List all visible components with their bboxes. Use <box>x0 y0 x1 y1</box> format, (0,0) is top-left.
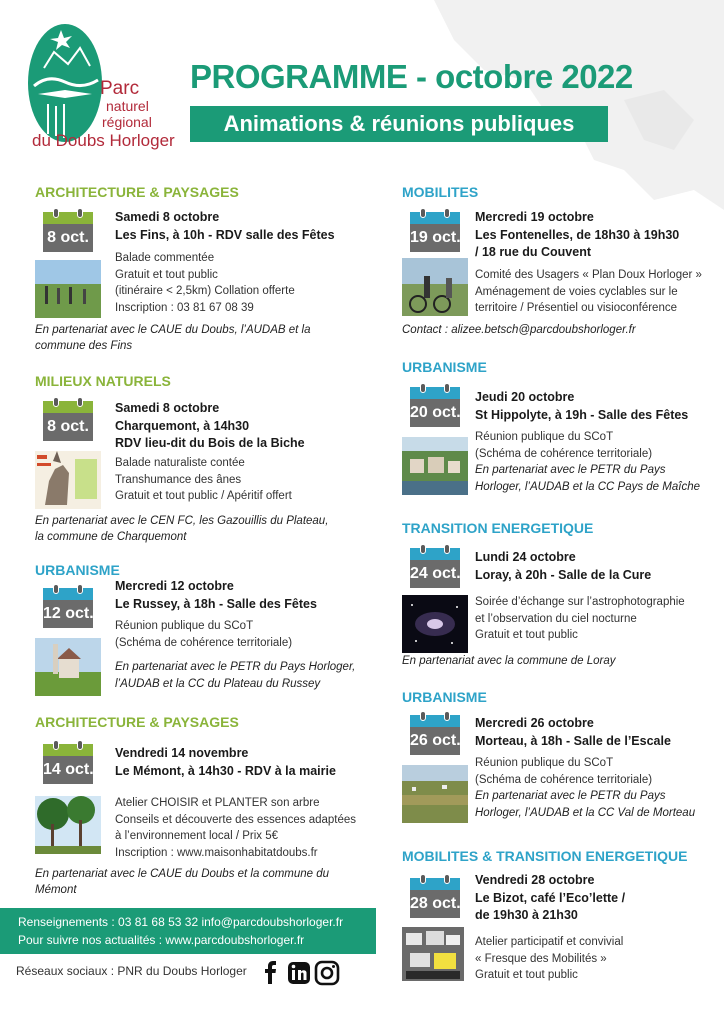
date-badge: 12 oct. <box>43 600 93 628</box>
partner-line: En partenariat avec le PETR du Pays Horloger, <box>115 661 356 673</box>
facebook-icon[interactable] <box>265 961 276 984</box>
detail-line: Aménagement de voies cyclables sur le <box>475 285 678 298</box>
partner-line: Horloger, l’AUDAB et la CC Val de Morteau <box>475 806 696 819</box>
event-section <box>402 359 712 493</box>
event-partner <box>35 513 328 545</box>
calendar-icon <box>410 874 460 918</box>
event-date: Samedi 8 octobre <box>115 401 220 415</box>
event-location: Morteau, à 18h - Salle de l’Escale <box>475 733 671 748</box>
event-address: / 18 rue du Couvent <box>475 245 591 259</box>
detail-line: Soirée d’échange sur l’astrophotographie <box>475 596 685 608</box>
contact-box <box>0 908 376 954</box>
logo-line-4: du Doubs Horloger <box>32 131 175 150</box>
detail-line: Inscription : www.maisonhabitatdoubs.fr <box>115 846 318 859</box>
event-heading <box>475 549 651 584</box>
detail-line: Balade commentée <box>115 252 215 264</box>
detail-line: Transhumance des ânes <box>115 473 242 486</box>
contact-line: Contact : alizee.betsch@parcdoubshorloger.fr <box>402 324 636 336</box>
event-heading <box>475 872 625 925</box>
event-contact <box>402 322 636 338</box>
page-subtitle: Animations & réunions publiques <box>190 106 608 142</box>
event-location: Les Fontenelles, de 18h30 à 19h30 <box>475 227 680 242</box>
calendar-icon <box>410 711 460 755</box>
detail-line: Gratuit et tout public <box>475 629 578 641</box>
event-heading <box>475 715 671 750</box>
website-line: Pour suivre nos actualités : www.parcdoubshorloger.fr <box>18 933 305 947</box>
detail-line: Réunion publique du SCoT <box>115 620 254 632</box>
event-details <box>115 618 355 692</box>
event-photo <box>402 765 468 823</box>
partner-line: Horloger, l’AUDAB et la CC Pays de Maîche <box>475 480 700 493</box>
event-section <box>402 689 712 819</box>
event-location: Le Mémont, à 14h30 - RDV à la mairie <box>115 763 336 778</box>
event-partner <box>35 322 311 354</box>
section-category: ARCHITECTURE & PAYSAGES <box>35 184 239 200</box>
event-date: Jeudi 20 octobre <box>475 390 575 404</box>
detail-line: Réunion publique du SCoT <box>475 757 614 769</box>
event-photo <box>35 260 101 318</box>
event-details <box>115 455 292 505</box>
partner-line: En partenariat avec le PETR du Pays <box>475 790 666 802</box>
event-photo <box>402 258 468 316</box>
calendar-icon <box>410 383 460 427</box>
partner-line: En partenariat avec le PETR du Pays <box>475 464 666 476</box>
detail-line: « Fresque des Mobilités » <box>475 952 607 965</box>
detail-line: Atelier CHOISIR et PLANTER son arbre <box>115 797 320 809</box>
event-location: Les Fins, à 10h - RDV salle des Fêtes <box>115 227 335 242</box>
instagram-icon[interactable] <box>316 962 338 984</box>
event-section <box>35 184 375 352</box>
event-section <box>402 848 712 981</box>
event-details <box>475 429 700 495</box>
date-badge: 28 oct. <box>410 890 460 918</box>
section-category: MILIEUX NATURELS <box>35 373 171 389</box>
date-badge: 26 oct. <box>410 727 460 755</box>
background-map-shape <box>394 0 724 210</box>
detail-line: et l’observation du ciel nocturne <box>475 612 637 625</box>
event-partner <box>35 866 329 898</box>
event-location: Le Bizot, café l’Eco’lette / <box>475 890 626 905</box>
section-category: ARCHITECTURE & PAYSAGES <box>35 714 239 730</box>
event-section <box>35 562 375 690</box>
event-photo <box>35 638 101 696</box>
section-category: TRANSITION ENERGETIQUE <box>402 520 594 536</box>
event-section <box>35 373 375 543</box>
calendar-icon <box>43 208 93 252</box>
info-line: Renseignements : 03 81 68 53 32 info@parcdoubshorloger.fr <box>18 915 344 929</box>
detail-line: Gratuit et tout public <box>475 969 578 981</box>
event-section <box>35 714 375 896</box>
event-location: Le Russey, à 18h - Salle des Fêtes <box>115 596 317 611</box>
event-photo <box>402 927 464 981</box>
park-logo <box>26 18 186 158</box>
detail-line: Inscription : 03 81 67 08 39 <box>115 301 254 314</box>
detail-line: (Schéma de cohérence territoriale) <box>475 773 653 786</box>
date-badge: 14 oct. <box>43 756 93 784</box>
partner-line: Mémont <box>35 884 77 896</box>
event-date: Lundi 24 octobre <box>475 550 576 564</box>
event-heading <box>115 745 336 780</box>
event-photo <box>402 437 468 495</box>
event-details <box>475 267 702 317</box>
event-time: de 19h30 à 21h30 <box>475 908 578 922</box>
event-location: Charquemont, à 14h30 <box>115 418 250 433</box>
social-networks-label: Réseaux sociaux : PNR du Doubs Horloger <box>16 964 247 978</box>
detail-line: Gratuit et tout public / Apéritif offert <box>115 490 292 502</box>
event-location: Loray, à 20h - Salle de la Cure <box>475 567 652 582</box>
date-badge: 20 oct. <box>410 399 460 427</box>
logo-line-1: Parc <box>100 78 140 99</box>
partner-line: l’AUDAB et la CC du Plateau du Russey <box>115 677 321 690</box>
detail-line: Comité des Usagers « Plan Doux Horloger » <box>475 269 702 281</box>
section-category: MOBILITES & TRANSITION ENERGETIQUE <box>402 848 688 864</box>
calendar-icon <box>410 544 460 588</box>
event-date: Mercredi 19 octobre <box>475 210 594 224</box>
event-date: Samedi 8 octobre <box>115 210 220 224</box>
event-location: St Hippolyte, à 19h - Salle des Fêtes <box>475 407 689 422</box>
event-heading <box>475 209 679 262</box>
detail-line: Conseils et découverte des essences adaptées <box>115 813 357 826</box>
date-badge: 24 oct. <box>410 560 460 588</box>
event-details <box>475 755 695 821</box>
event-date: Vendredi 28 octobre <box>475 873 595 887</box>
partner-line: commune des Fins <box>35 340 133 352</box>
event-heading <box>115 578 317 613</box>
partner-line: En partenariat avec le CAUE du Doubs et la commune du <box>35 868 330 880</box>
event-photo <box>35 451 101 509</box>
section-category: MOBILITES <box>402 184 479 200</box>
detail-line: territoire / Présentiel ou visioconférence <box>475 302 677 314</box>
detail-line: (itinéraire < 2,5km) Collation offerte <box>115 285 295 297</box>
date-badge: 19 oct. <box>410 224 460 252</box>
logo-emblem <box>28 24 102 142</box>
logo-line-3: régional <box>102 114 152 130</box>
partner-line: En partenariat avec le CEN FC, les Gazouillis du Plateau, <box>35 515 329 527</box>
event-section <box>402 184 712 336</box>
event-date: Mercredi 26 octobre <box>475 716 594 730</box>
detail-line: Atelier participatif et convivial <box>475 936 624 948</box>
event-details <box>115 795 356 861</box>
linkedin-icon[interactable] <box>288 962 310 984</box>
event-meeting-point: RDV lieu-dit du Bois de la Biche <box>115 436 305 450</box>
section-category: URBANISME <box>402 359 487 375</box>
detail-line: à l’environnement local / Prix 5€ <box>115 830 278 842</box>
logo-line-2: naturel <box>106 98 149 114</box>
partner-line: En partenariat avec la commune de Loray <box>402 655 616 667</box>
section-category: URBANISME <box>35 562 120 578</box>
event-details <box>115 250 295 316</box>
event-photo <box>35 796 101 854</box>
page-title: PROGRAMME - octobre 2022 <box>190 58 633 95</box>
date-badge: 8 oct. <box>43 413 93 441</box>
event-date: Vendredi 14 novembre <box>115 746 249 760</box>
social-icons <box>260 960 340 986</box>
event-date: Mercredi 12 octobre <box>115 579 234 593</box>
event-heading <box>475 389 688 424</box>
partner-line: En partenariat avec le CAUE du Doubs, l’AUDAB et la <box>35 324 311 336</box>
detail-line: (Schéma de cohérence territoriale) <box>475 447 653 460</box>
partner-line: la commune de Charquemont <box>35 531 187 543</box>
event-section <box>402 520 712 667</box>
calendar-icon <box>43 740 93 784</box>
event-heading <box>115 400 305 453</box>
event-details <box>475 934 623 984</box>
date-badge: 8 oct. <box>43 224 93 252</box>
detail-line: Balade naturaliste contée <box>115 457 245 469</box>
event-details <box>475 594 685 644</box>
section-category: URBANISME <box>402 689 487 705</box>
event-partner <box>402 653 616 669</box>
calendar-icon <box>43 584 93 628</box>
calendar-icon <box>410 208 460 252</box>
calendar-icon <box>43 397 93 441</box>
event-heading <box>115 209 335 244</box>
detail-line: (Schéma de cohérence territoriale) <box>115 636 293 649</box>
detail-line: Gratuit et tout public <box>115 268 218 281</box>
event-photo <box>402 595 468 653</box>
detail-line: Réunion publique du SCoT <box>475 431 614 443</box>
